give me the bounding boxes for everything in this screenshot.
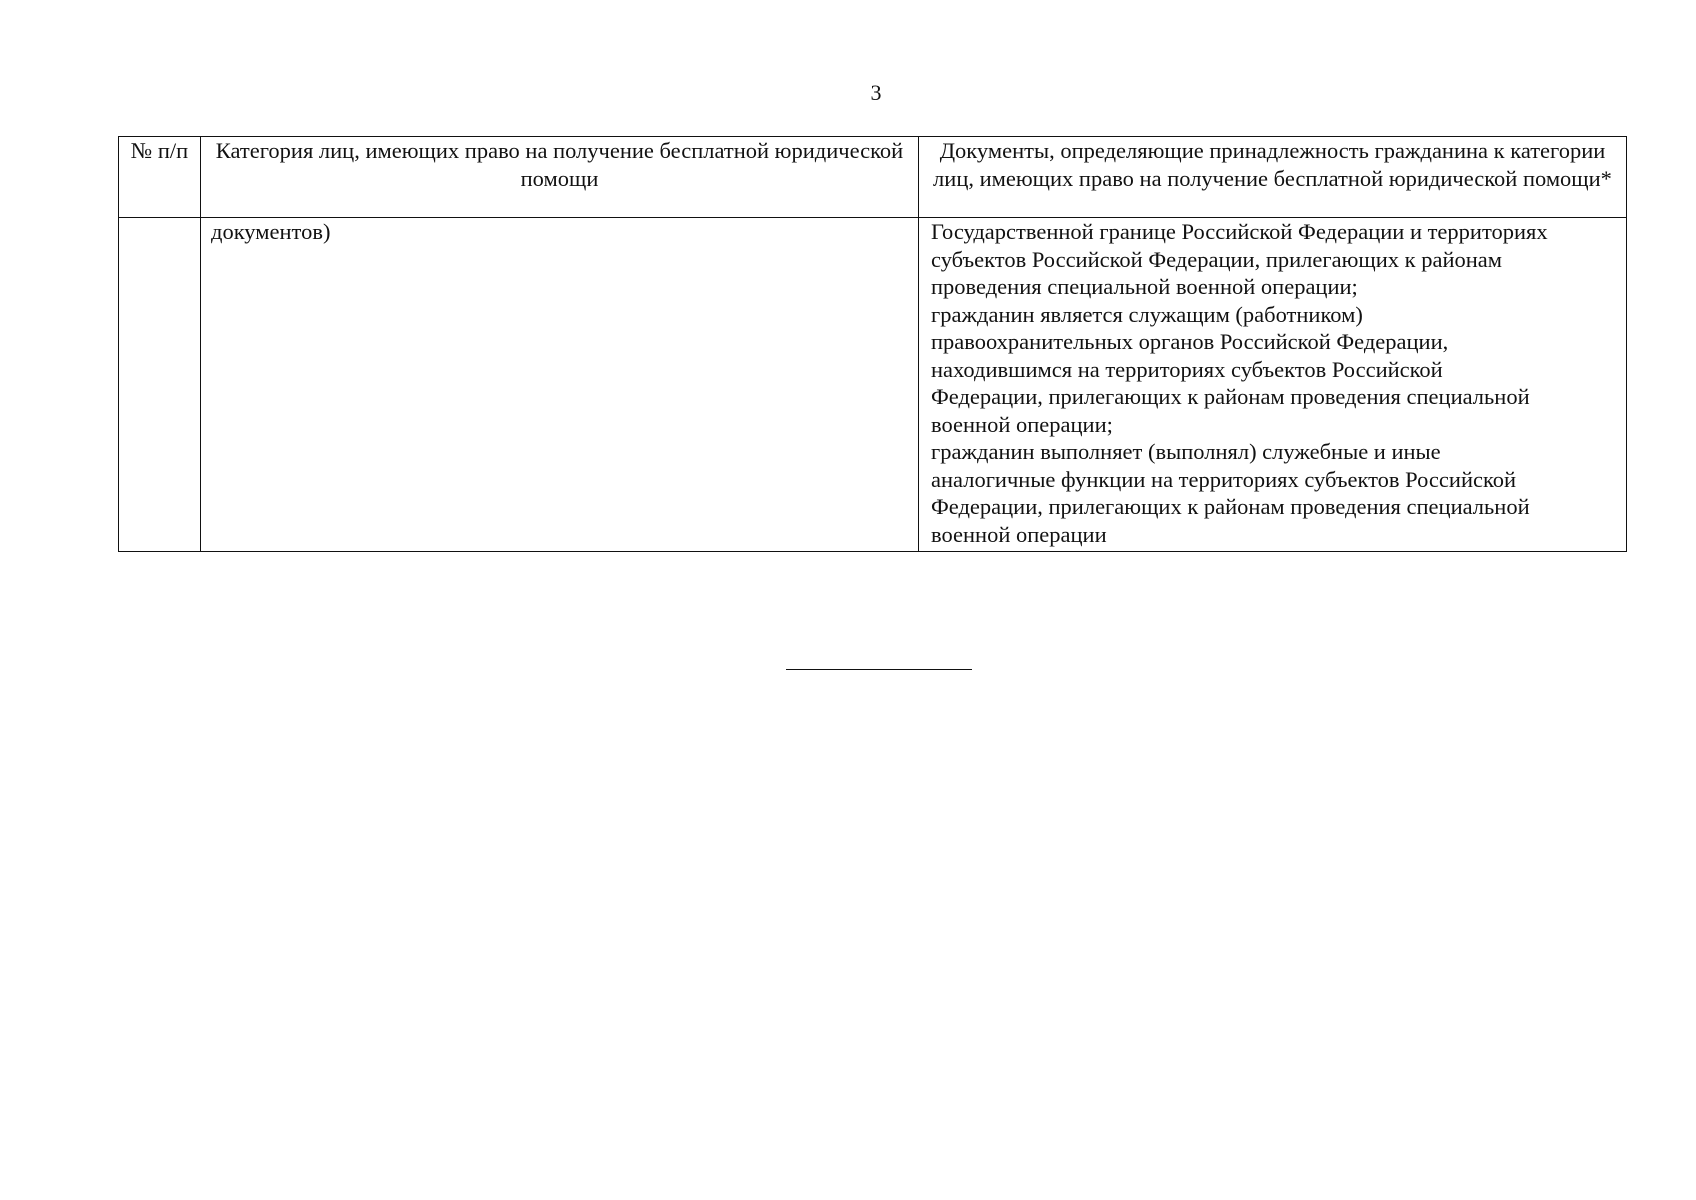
table-header-row bbox=[119, 137, 1627, 218]
documents-line: военной операции; bbox=[931, 411, 1113, 437]
documents-line: проведения специальной военной операции; bbox=[931, 274, 1358, 299]
header-number-label: № п/п bbox=[130, 138, 189, 163]
table-row bbox=[119, 218, 1627, 552]
eligibility-table bbox=[118, 136, 1627, 552]
header-documents-label: Документы, определяющие принадлежность гражданина к категории лиц, имеющих право на получение бесплатной юридической помощи* bbox=[933, 138, 1612, 191]
header-category-label: Категория лиц, имеющих право на получение бесплатной юридической помощи bbox=[215, 138, 904, 191]
documents-line: Федерации, прилегающих к районам проведения специальной bbox=[931, 384, 1530, 409]
documents-line: гражданин выполняет (выполнял) служебные и иные bbox=[931, 439, 1441, 464]
documents-line: военной операции bbox=[931, 521, 1107, 547]
documents-line: Федерации, прилегающих к районам проведения специальной bbox=[931, 494, 1530, 519]
documents-line: субъектов Российской Федерации, прилегающих к районам bbox=[931, 246, 1503, 272]
cell-category: документов) bbox=[201, 218, 919, 552]
documents-line: аналогичные функции на территориях субъектов Российской bbox=[931, 466, 1517, 492]
header-category bbox=[201, 137, 919, 218]
documents-line: Государственной границе Российской Федерации и территориях bbox=[931, 219, 1548, 244]
end-separator-line bbox=[786, 669, 972, 670]
documents-line: гражданин является служащим (работником) bbox=[931, 301, 1363, 327]
documents-line: правоохранительных органов Российской Федерации, bbox=[931, 329, 1449, 354]
documents-line: находившимся на территориях субъектов Российской bbox=[931, 356, 1443, 382]
cell-number bbox=[119, 218, 201, 552]
cell-documents bbox=[919, 218, 1627, 552]
header-number bbox=[119, 137, 201, 218]
header-documents bbox=[919, 137, 1627, 218]
page-number: 3 bbox=[870, 80, 882, 105]
